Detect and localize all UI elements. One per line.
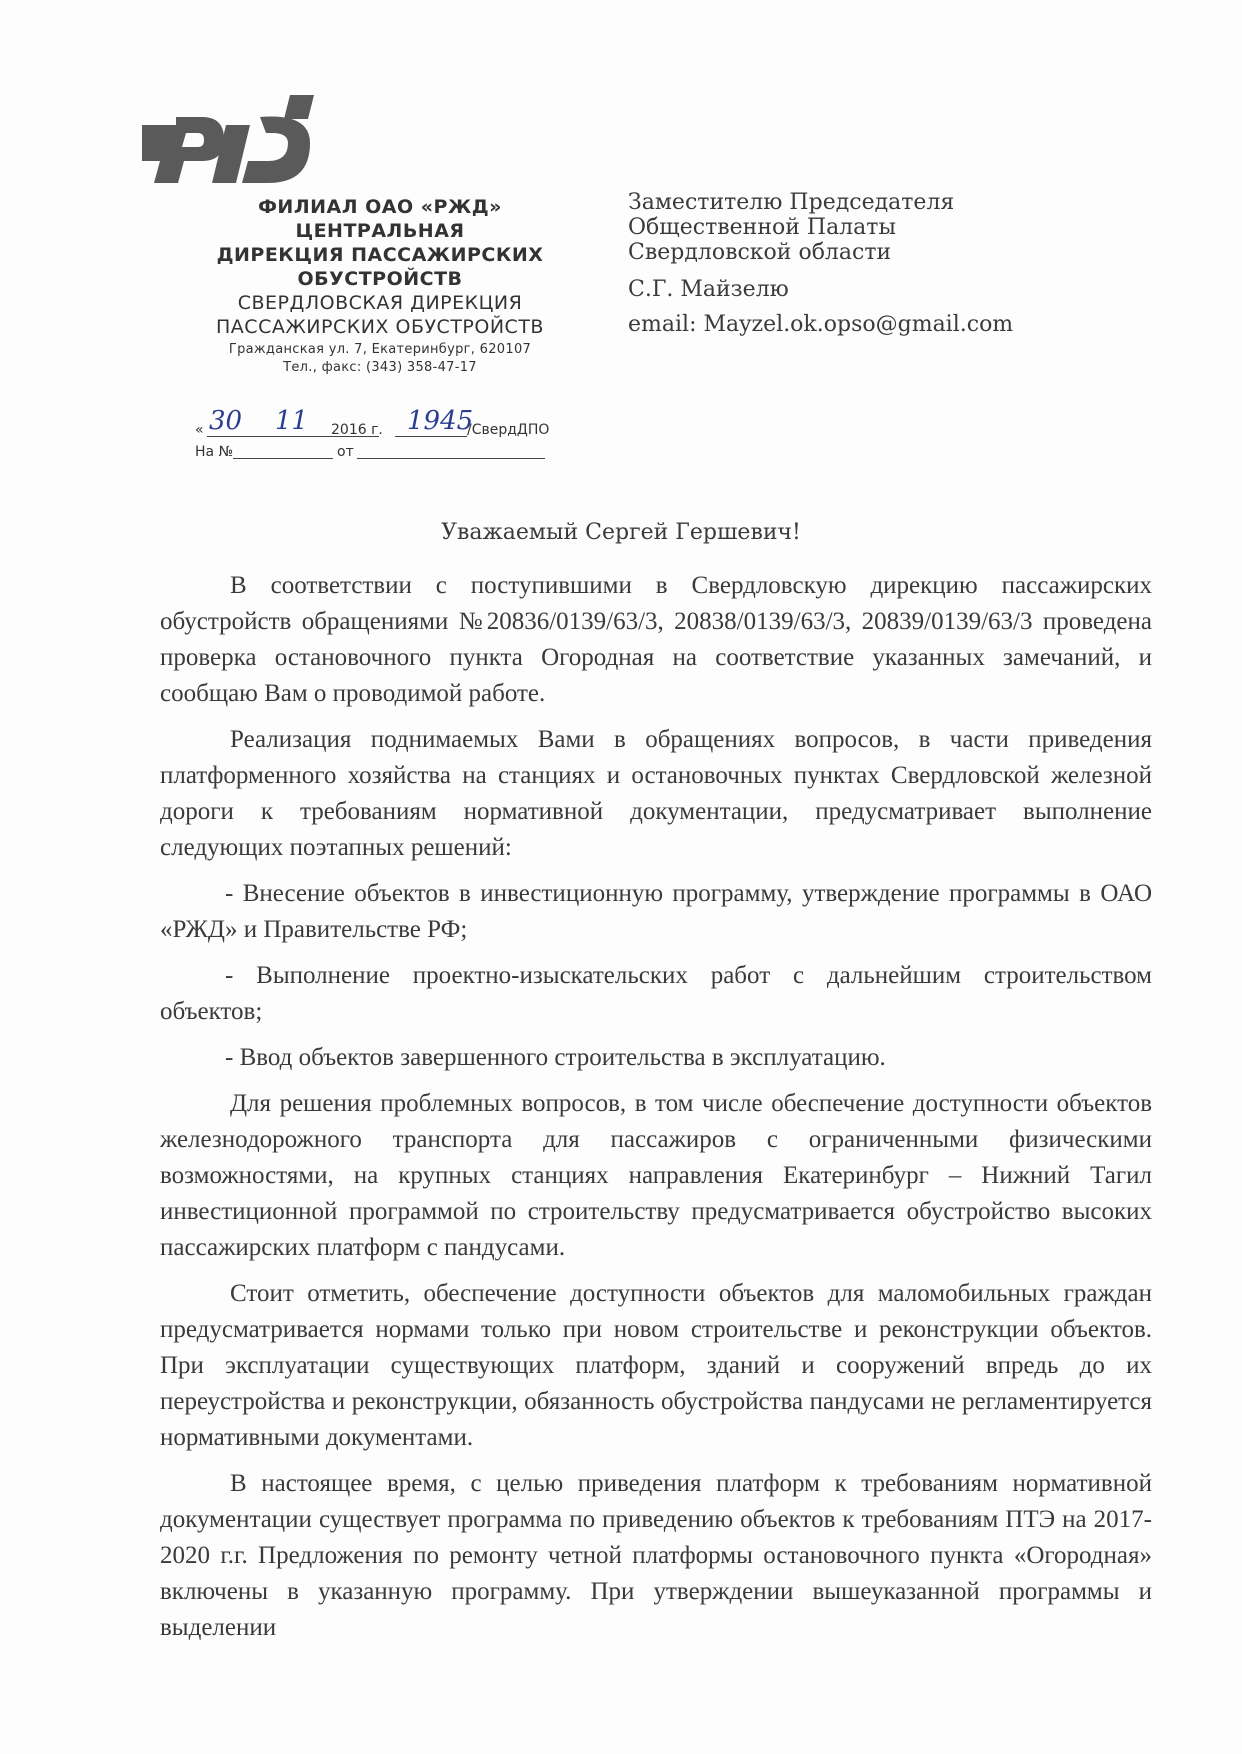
greeting: Уважаемый Сергей Гершевич! [441, 520, 801, 545]
handwritten-number: 1945 [407, 406, 474, 436]
outgoing-ref-row [195, 440, 595, 462]
sender-line: ФИЛИАЛ ОАО «РЖД» [258, 196, 502, 218]
rzd-logo [140, 95, 315, 185]
sender-line: ОБУСТРОЙСТВ [297, 268, 463, 290]
sender-line: ДИРЕКЦИЯ ПАССАЖИРСКИХ [216, 244, 544, 266]
paragraph: В настоящее время, с целью приведения платформ к требованиям нормативной документации существует программа по приведению объектов к требованиям ПТЭ на 2017-2020 г.г. Предложения по ремонту четной платформы остановочного пункта «Огородная» включены в указанную программу. При утверждении вышеуказанной программы и выделении [160, 1470, 1152, 1641]
addressee-block [628, 190, 1188, 337]
open-quote: « [195, 422, 204, 438]
sender-line: СВЕРДЛОВСКАЯ ДИРЕКЦИЯ [237, 292, 523, 314]
ref-label: На № [195, 444, 234, 460]
addressee-line: Свердловской области [628, 240, 892, 265]
sender-block [190, 195, 570, 377]
sender-address: Гражданская ул. 7, Екатеринбург, 620107 [228, 342, 532, 357]
paragraph: Для решения проблемных вопросов, в том числе обеспечение доступности объектов железнодорожного транспорта для пассажиров с ограниченными физическими возможностями, на крупных станциях направления Екатеринбург – Нижний Тагил инвестиционной программой по строительству предусматривается обустройство высоких пассажирских платформ с пандусами. [160, 1090, 1152, 1261]
outgoing-reference [195, 406, 595, 462]
outgoing-date-row [195, 406, 595, 440]
year-label: 2016 г. [331, 422, 383, 438]
letter-body [160, 568, 1152, 1656]
number-underline [395, 436, 467, 437]
list-item: - Выполнение проектно-изыскательских работ с дальнейшим строительством объектов; [160, 962, 1152, 1025]
handwritten-month: 11 [275, 406, 309, 436]
list-item: - Ввод объектов завершенного строительства в эксплуатацию. [225, 1044, 886, 1071]
ref-underline [233, 458, 333, 459]
paragraph: Реализация поднимаемых Вами в обращениях вопросов, в части приведения платформенного хозяйства на станциях и остановочных пунктах Свердловской железной дороги к требованиям нормативной документации, предусматривает выполнение следующих поэтапных решений: [160, 726, 1152, 861]
paragraph: Стоит отметить, обеспечение доступности объектов для маломобильных граждан предусматривается нормами только при новом строительстве и реконструкции объектов. При эксплуатации существующих платформ, зданий и сооружений впредь до их переустройства и реконструкции, обязанность обустройства пандусами не регламентируется нормативными документами. [160, 1280, 1152, 1451]
paragraph: В соответствии с поступившими в Свердловскую дирекцию пассажирских обустройств обращениями №20836/0139/63/3, 20838/0139/63/3, 20839/0139/63/3 проведена проверка остановочного пункта Огородная на соответствие указанных замечаний, и сообщаю Вам о проводимой работе. [160, 572, 1152, 707]
sender-line: ПАССАЖИРСКИХ ОБУСТРОЙСТВ [216, 316, 544, 338]
addressee-email: email: Mayzel.ok.opso@gmail.com [628, 312, 1014, 337]
sender-line: ЦЕНТРАЛЬНАЯ [295, 220, 465, 242]
handwritten-day: 30 [209, 406, 243, 436]
addressee-line: Заместителю Председателя [628, 190, 955, 215]
addressee-name: С.Г. Майзелю [628, 277, 789, 302]
from-underline [357, 458, 545, 459]
addressee-line: Общественной Палаты [628, 215, 896, 240]
sender-phone: Тел., факс: (343) 358-47-17 [283, 360, 477, 375]
list-item: - Внесение объектов в инвестиционную программу, утверждение программы в ОАО «РЖД» и Правительстве РФ; [160, 880, 1152, 943]
from-label: от [337, 444, 354, 460]
number-suffix: /СвердДПО [467, 422, 550, 438]
